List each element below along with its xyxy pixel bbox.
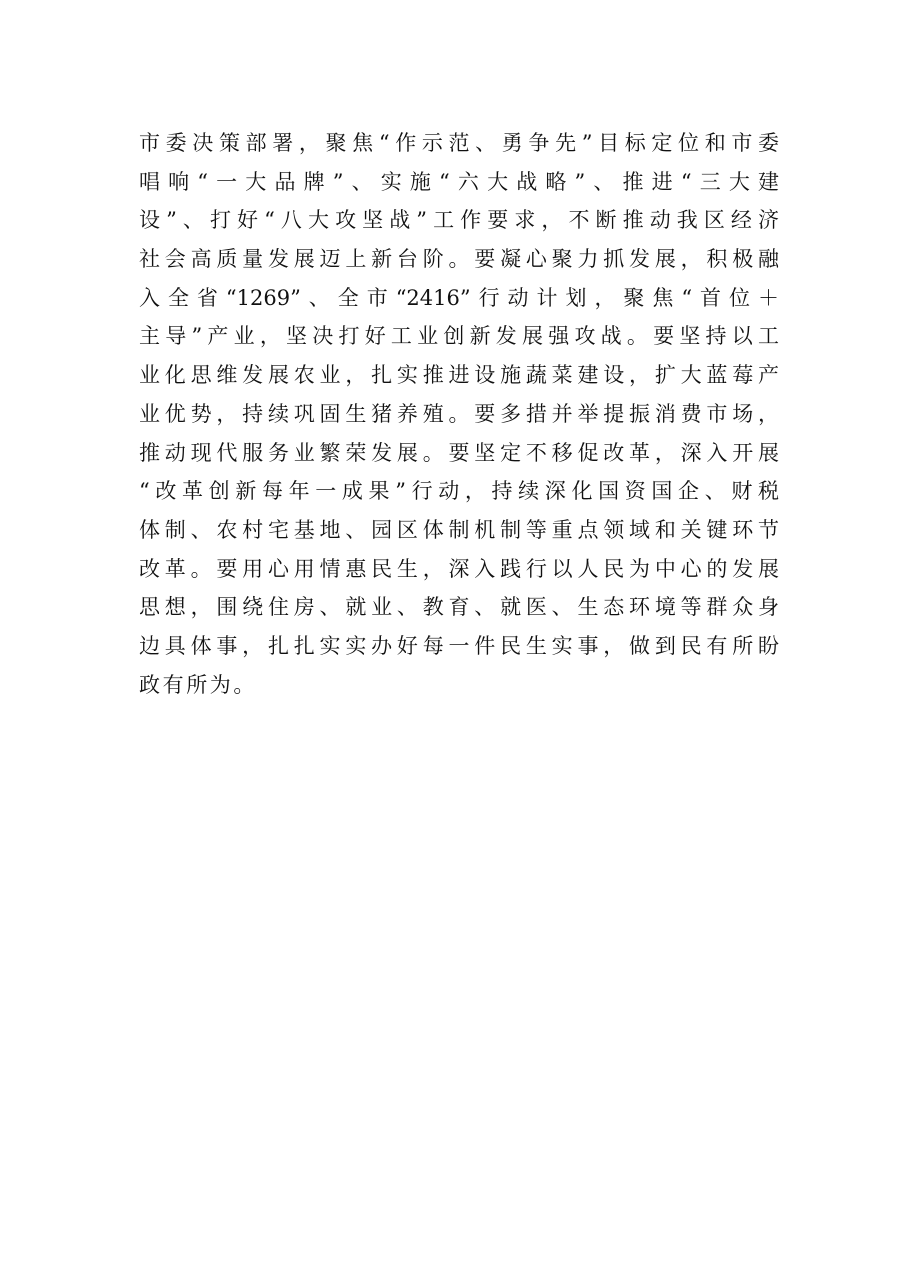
text-line: 推动现代服务业繁荣发展。要坚定不移促改革，深入开展 xyxy=(139,440,779,465)
text-line: 思想，围绕住房、就业、教育、就医、生态环境等群众身 xyxy=(139,595,779,620)
body-paragraph xyxy=(139,124,779,704)
text-line: 体制、农村宅基地、园区体制机制等重点领域和关键环节 xyxy=(139,517,779,542)
text-line-last: 政有所为。 xyxy=(139,672,257,697)
text-line: 改革。要用心用情惠民生，深入践行以人民为中心的发展 xyxy=(139,556,779,581)
text-line: 唱响“一大品牌”、实施“六大战略”、推进“三大建 xyxy=(139,169,779,194)
text-line: 入全省“1269”、全市“2416”行动计划，聚焦“首位＋ xyxy=(139,285,779,310)
text-line: 业化思维发展农业，扎实推进设施蔬菜建设，扩大蓝莓产 xyxy=(139,363,779,388)
text-line: 市委决策部署，聚焦“作示范、勇争先”目标定位和市委 xyxy=(139,131,779,155)
text-line: 设”、打好“八大攻坚战”工作要求，不断推动我区经济 xyxy=(139,208,779,233)
text-line: 主导”产业，坚决打好工业创新发展强攻战。要坚持以工 xyxy=(139,324,779,349)
text-line: “改革创新每年一成果”行动，持续深化国资国企、财税 xyxy=(139,479,779,504)
text-line: 社会高质量发展迈上新台阶。要凝心聚力抓发展，积极融 xyxy=(139,247,779,272)
text-line: 业优势，持续巩固生猪养殖。要多措并举提振消费市场， xyxy=(139,401,779,426)
text-line: 边具体事，扎扎实实办好每一件民生实事，做到民有所盼 xyxy=(139,633,779,658)
